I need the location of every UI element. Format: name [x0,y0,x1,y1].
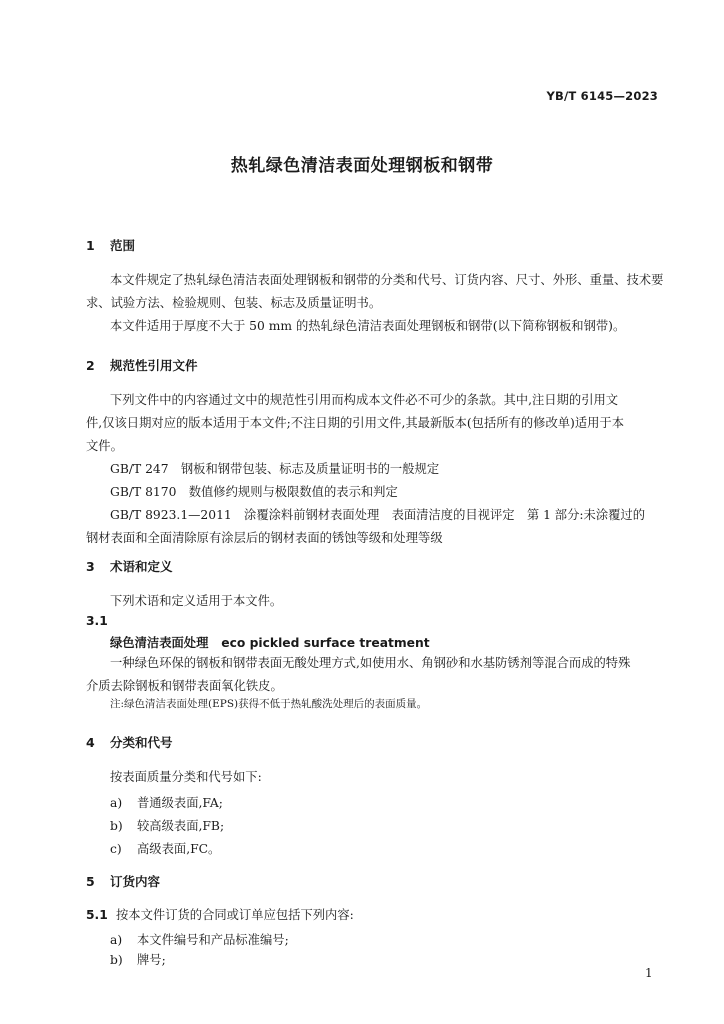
section-title: 分类和代号 [110,735,173,750]
section-2-paragraph-line-2: 件,仅该日期对应的版本适用于本文件;不注日期的引用文件,其最新版本(包括所有的修改单)适用于本 [86,416,625,430]
section-4-heading [86,733,173,751]
clause-3-1-number: 3.1 [86,614,108,628]
section-1-paragraph-1-line-2: 求、试验方法、检验规则、包装、标志及质量证明书。 [86,296,382,310]
section-number: 3 [86,559,95,574]
normative-reference-2: GB/T 8170 数值修约规则与极限数值的表示和判定 [110,485,398,499]
list-item-text: 牌号; [137,953,166,967]
section-number: 5 [86,874,95,889]
section-2-paragraph-line-1: 下列文件中的内容通过文中的规范性引用而构成本文件必不可少的条款。其中,注日期的引用文 [110,393,619,407]
section-4-intro: 按表面质量分类和代号如下: [110,770,262,784]
section-number: 1 [86,238,95,253]
clause-5-1-text: 按本文件订货的合同或订单应包括下列内容: [116,908,354,922]
list-item-label: b) [110,819,123,833]
section-2-paragraph-line-3: 文件。 [86,439,123,453]
standard-code: YB/T 6145—2023 [546,89,658,103]
section-title: 订货内容 [110,874,161,889]
term-definition-line-2: 介质去除钢板和钢带表面氧化铁皮。 [86,679,283,693]
normative-reference-1: GB/T 247 钢板和钢带包装、标志及质量证明书的一般规定 [110,462,440,476]
section-1-paragraph-2: 本文件适用于厚度不大于 50 mm 的热轧绿色清洁表面处理钢板和钢带(以下简称钢板和钢带)。 [110,319,626,333]
section-1-paragraph-1-line-1: 本文件规定了热轧绿色清洁表面处理钢板和钢带的分类和代号、订货内容、尺寸、外形、重量、技术要 [110,273,664,287]
clause-5-1 [86,904,354,927]
section-3-intro: 下列术语和定义适用于本文件。 [110,594,283,608]
term-chinese: 绿色清洁表面处理 [110,636,209,650]
section-title: 规范性引用文件 [110,358,198,373]
term-entry [110,633,430,651]
section-number: 4 [86,735,95,750]
section-1-heading [86,236,135,254]
list-item [110,793,223,811]
page-number: 1 [645,966,653,980]
list-item-text: 本文件编号和产品标准编号; [137,933,289,947]
list-item-text: 较高级表面,FB; [137,819,225,833]
list-item-label: c) [110,842,122,856]
normative-reference-3-line-2: 钢材表面和全面清除原有涂层后的钢材表面的锈蚀等级和处理等级 [86,531,443,545]
list-item-text: 高级表面,FC。 [137,842,221,856]
section-5-heading [86,872,160,890]
list-item-label: b) [110,953,123,967]
section-title: 术语和定义 [110,559,173,574]
list-item [110,816,224,834]
document-title: 热轧绿色清洁表面处理钢板和钢带 [230,156,494,176]
list-item [110,839,220,857]
clause-5-1-number: 5.1 [86,908,108,922]
list-item [110,930,289,948]
list-item [110,950,166,968]
section-3-heading [86,557,173,575]
list-item-label: a) [110,933,123,947]
term-note: 注:绿色清洁表面处理(EPS)获得不低于热轧酸洗处理后的表面质量。 [110,698,428,710]
section-title: 范围 [110,238,136,253]
normative-reference-3-line-1: GB/T 8923.1—2011 涂覆涂料前钢材表面处理 表面清洁度的目视评定 第 1 部分:未涂覆过的 [110,508,646,522]
term-english: eco pickled surface treatment [221,636,430,650]
term-definition-line-1: 一种绿色环保的钢板和钢带表面无酸处理方式,如使用水、角钢砂和水基防锈剂等混合而成的特殊 [110,656,631,670]
list-item-text: 普通级表面,FA; [137,796,223,810]
list-item-label: a) [110,796,123,810]
section-number: 2 [86,358,95,373]
section-2-heading [86,356,198,374]
